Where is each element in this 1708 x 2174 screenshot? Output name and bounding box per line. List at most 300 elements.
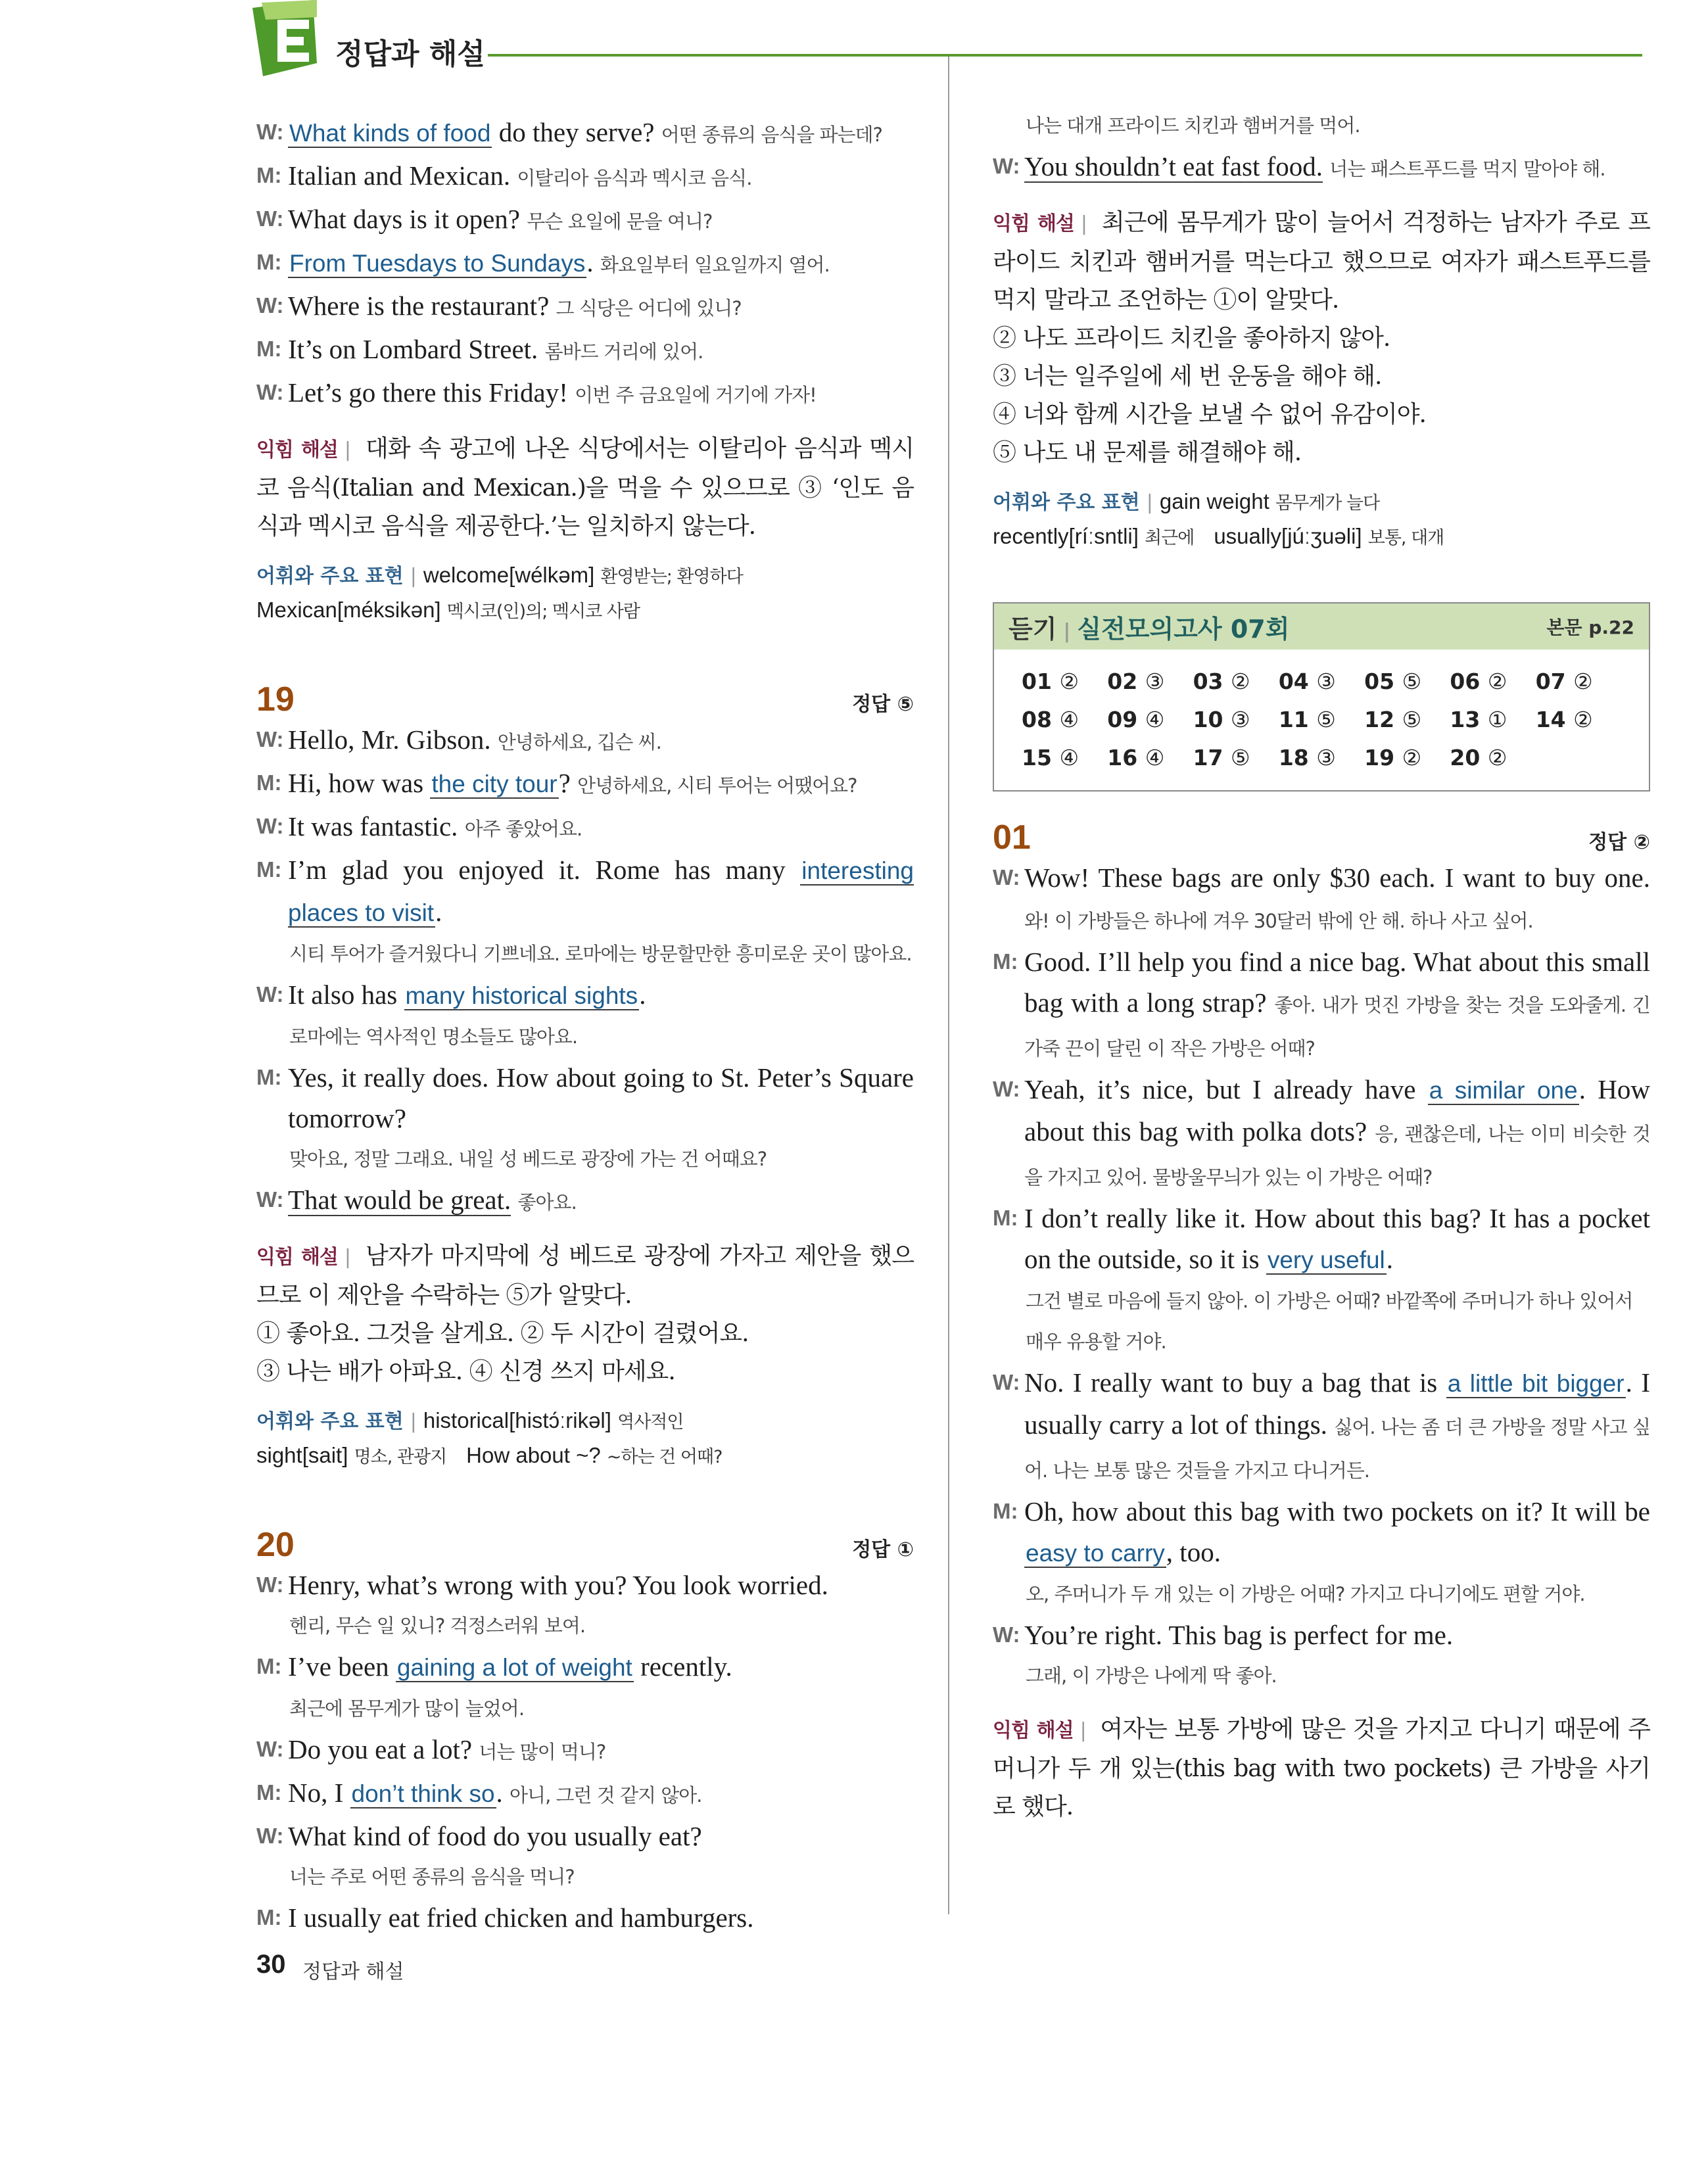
korean-translation: 무슨 요일에 문을 여니? xyxy=(527,210,713,233)
dialog-line xyxy=(256,1729,914,1772)
q18-explanation xyxy=(256,430,914,546)
speaker-label: W: xyxy=(993,865,1020,889)
dialog-text-segment xyxy=(1323,151,1329,181)
dialog-text-segment: . How about this bag with polka dots? xyxy=(1024,1074,1650,1146)
blank-answer: interesting places to visit xyxy=(288,857,914,926)
speaker-label: W: xyxy=(256,293,284,318)
explanation-text: 최근에 몸무게가 많이 늘어서 걱정하는 남자가 주로 프라이드 치킨과 햄버거를 먹는다고 했으므로 여자가 패스트푸드를 먹지 말라고 조언하는 ①이 알맞다. xyxy=(993,209,1650,314)
dialog-text xyxy=(288,974,914,1016)
korean-translation: 그 식당은 어디에 있니? xyxy=(556,297,742,319)
answer-key-number: 12 xyxy=(1364,707,1395,732)
dialog-text xyxy=(288,1179,914,1223)
question-number: 19 xyxy=(256,680,295,719)
vocabulary-line xyxy=(993,520,1650,555)
speaker-label: M: xyxy=(256,1780,282,1805)
dialog-text-segment: Oh, how about this bag with two pockets on it? It will be xyxy=(1024,1496,1650,1526)
speaker-label: W: xyxy=(993,1077,1020,1101)
korean-translation: 안녕하세요, 시티 투어는 어땠어요? xyxy=(577,774,857,797)
dialog-translation: 맞아요, 정말 그래요. 내일 성 베드로 광장에 가는 건 어때요? xyxy=(289,1148,767,1170)
dialog-line xyxy=(993,146,1650,189)
korean-translation: 아니, 그런 것 같지 않아. xyxy=(510,1784,702,1807)
dialog-text xyxy=(1024,857,1650,941)
answer-label: 정답 ① xyxy=(852,1538,914,1561)
korean-translation: 좋아요. xyxy=(517,1191,577,1214)
dialog-line xyxy=(256,1057,914,1139)
answer-key-choice: ⑤ xyxy=(1402,707,1422,732)
dialog-translation: 시티 투어가 즐거웠다니 기쁘네요. 로마에는 방문할만한 흥미로운 곳이 많아요. xyxy=(289,943,912,965)
speaker-label: W: xyxy=(256,1737,284,1761)
label-bar: | xyxy=(344,1246,351,1269)
dialog-text xyxy=(288,155,914,199)
dialog-line xyxy=(256,849,914,933)
dialog-text-segment: Do you eat a lot? xyxy=(288,1734,479,1764)
dialog-text-segment: It was fantastic. xyxy=(288,811,465,841)
dialog-text-segment: Italian and Mexican. xyxy=(288,160,517,191)
dialog-text-segment: Henry, what’s wrong with you? You look worried. xyxy=(288,1570,828,1600)
explanation-choice: ③ 나는 배가 아파요. ④ 신경 쓰지 마세요. xyxy=(256,1358,675,1385)
q20-dialog xyxy=(256,1565,914,1938)
answer-key-item xyxy=(1193,664,1279,699)
speaker-label: W: xyxy=(256,1187,284,1212)
answer-key-item xyxy=(1364,702,1450,738)
answer-key-choice: ⑤ xyxy=(1231,745,1250,770)
korean-translation: 너는 많이 먹니? xyxy=(479,1741,606,1763)
vocab-word: sight[sait] xyxy=(256,1443,348,1467)
right-column xyxy=(993,105,1650,1826)
answer-key-choice: ② xyxy=(1402,745,1422,770)
explanation-text: 여자는 보통 가방에 많은 것을 가지고 다니기 때문에 주머니가 두 개 있는(this bag with two pockets) 큰 가방을 사기로 했다. xyxy=(993,1716,1650,1820)
korean-translation: 롬바드 거리에 있어. xyxy=(544,341,703,363)
blank-answer: a similar one xyxy=(1429,1077,1578,1104)
label-bar: | xyxy=(344,438,351,461)
korean-translation: 응, 괜찮은데, 나는 이미 비슷한 것을 가지고 있어. 물방울무늬가 있는 이 가방은 어때? xyxy=(1024,1123,1650,1189)
dialog-line xyxy=(993,1362,1650,1491)
explanation-label: 익힘 해설 xyxy=(256,438,338,461)
underlined-answer: That would be great. xyxy=(288,1185,511,1215)
dialog-text-segment: , too. xyxy=(1166,1537,1221,1567)
dialog-text xyxy=(1024,146,1650,189)
dialog-text-segment: recently. xyxy=(633,1651,732,1682)
answer-key-item xyxy=(1107,664,1193,699)
answer-key-header xyxy=(994,603,1649,650)
dialog-text-segment: Let’s go there this Friday! xyxy=(288,377,575,408)
answer-key-number: 07 xyxy=(1535,669,1566,694)
answer-key-number: 15 xyxy=(1022,745,1052,770)
answer-key-choice: ③ xyxy=(1316,745,1336,770)
dialog-text-segment: It’s on Lombard Street. xyxy=(288,334,545,364)
dialog-text xyxy=(288,329,914,372)
dialog-text-segment: No, I xyxy=(288,1778,350,1808)
answer-key-item xyxy=(1279,740,1364,776)
answer-key-item xyxy=(1364,664,1450,699)
answer-key-item xyxy=(1364,740,1450,776)
question-number: 20 xyxy=(256,1526,295,1564)
column-divider xyxy=(948,57,949,1914)
dialog-text-segment: It also has xyxy=(288,980,404,1010)
dialog-text xyxy=(1024,941,1650,1069)
dialog-text xyxy=(288,806,914,849)
korean-translation: 와! 이 가방들은 하나에 겨우 30달러 밖에 안 해. 하나 사고 싶어. xyxy=(1024,910,1533,932)
explanation-label: 익힘 해설 xyxy=(256,1246,338,1269)
dialog-text-segment: What days is it open? xyxy=(288,204,527,234)
explanation-label: 익힘 해설 xyxy=(993,212,1074,235)
speaker-label: M: xyxy=(256,163,282,187)
speaker-label: M: xyxy=(993,949,1018,974)
speaker-label: W: xyxy=(256,120,284,144)
dialog-text-segment: . xyxy=(586,247,600,277)
vocab-meaning: 멕시코(인)의; 멕시코 사람 xyxy=(446,602,640,622)
dialog-translation: 최근에 몸무게가 많이 늘었어. xyxy=(289,1697,525,1720)
vocab-meaning: 명소, 관광지 xyxy=(354,1447,447,1467)
label-bar: | xyxy=(1079,1719,1086,1742)
answer-key-number: 17 xyxy=(1193,745,1223,770)
answer-key-choice: ② xyxy=(1059,669,1079,694)
blank-answer: From Tuesdays to Sundays xyxy=(289,250,586,277)
dialog-text-segment: . xyxy=(435,897,442,927)
dialog-text-segment: What kind of food do you usually eat? xyxy=(288,1821,702,1851)
dialog-text xyxy=(288,372,914,415)
dialog-text xyxy=(288,1565,914,1605)
dialog-line xyxy=(256,329,914,372)
dialog-text-segment: Yeah, it’s nice, but I already have xyxy=(1024,1074,1428,1104)
dialog-line xyxy=(993,941,1650,1069)
dialog-translation: 그래, 이 가방은 나에게 딱 좋아. xyxy=(1026,1665,1277,1687)
answer-key-prefix: 듣기 xyxy=(1008,614,1057,644)
dialog-text-segment: Hello, Mr. Gibson. xyxy=(288,724,498,755)
korean-translation: 화요일부터 일요일까지 열어. xyxy=(600,254,830,276)
vocabulary-line xyxy=(993,485,1650,520)
dialog-text-segment: do they serve? xyxy=(492,117,661,147)
speaker-label: W: xyxy=(993,1370,1020,1394)
dialog-line xyxy=(256,1565,914,1605)
blank-answer: What kinds of food xyxy=(289,120,491,147)
answer-key-number: 06 xyxy=(1450,669,1481,694)
dialog-text-segment xyxy=(511,1185,517,1215)
dialog-text xyxy=(288,1897,914,1938)
dialog-text xyxy=(288,719,914,763)
dialog-translation: 헨리, 무슨 일 있니? 걱정스러워 보여. xyxy=(289,1615,586,1637)
korean-translation: 이탈리아 음식과 멕시코 음식. xyxy=(517,167,752,189)
answer-key-item xyxy=(1536,702,1621,738)
dialog-line xyxy=(256,242,914,285)
explanation-text: 대화 속 광고에 나온 식당에서는 이탈리아 음식과 멕시코 음식(Italian and Mexican.)을 먹을 수 있으므로 ③ ‘인도 음식과 멕시코 음식을 제공한다.’는 일치하지 않는다. xyxy=(256,435,914,540)
page-number: 30 xyxy=(256,1950,286,1979)
speaker-label: M: xyxy=(256,1905,282,1929)
answer-key-item xyxy=(1279,702,1364,738)
answer-key-choice: ④ xyxy=(1059,745,1079,770)
answer-key-number: 05 xyxy=(1364,669,1395,694)
dialog-text xyxy=(288,1772,914,1816)
dialog-text-segment: I’m glad you enjoyed it. Rome has many xyxy=(288,855,801,885)
answer-label: 정답 ⑤ xyxy=(852,693,914,716)
dialog-text xyxy=(1024,1491,1650,1574)
answer-key-item xyxy=(1279,664,1364,699)
vocabulary-label: 어휘와 주요 표현 xyxy=(256,1410,404,1433)
answer-key-item xyxy=(1536,664,1621,699)
answer-key-number: 18 xyxy=(1278,745,1309,770)
vocab-meaning: ~하는 건 어때? xyxy=(606,1447,723,1467)
q20-explanation xyxy=(993,204,1650,472)
dialog-text xyxy=(288,1057,914,1139)
answer-key-number: 01 xyxy=(1022,669,1052,694)
dialog-text xyxy=(288,199,914,242)
speaker-label: W: xyxy=(993,154,1020,178)
vocabulary-line xyxy=(256,559,914,594)
vocabulary-label: 어휘와 주요 표현 xyxy=(256,565,404,588)
question-number: 01 xyxy=(993,818,1031,857)
dialog-line xyxy=(993,857,1650,941)
explanation-text: 남자가 마지막에 성 베드로 광장에 가자고 제안을 했으므로 이 제안을 수락하는 ⑤가 알맞다. xyxy=(256,1242,914,1309)
answer-key-item xyxy=(1450,702,1535,738)
dialog-text xyxy=(1024,1069,1650,1198)
speaker-label: M: xyxy=(256,1654,282,1678)
answer-key-number: 08 xyxy=(1022,707,1052,732)
dialog-text-segment: I don’t really like it. How about this bag? It has a pocket on the outside, so it is xyxy=(1024,1203,1650,1274)
answer-key-choice: ③ xyxy=(1231,707,1250,732)
dialog-text-segment: . xyxy=(1386,1244,1394,1274)
vocabulary-line xyxy=(256,594,914,628)
answer-key-item xyxy=(1450,664,1535,699)
header-title: 정답과 해설 xyxy=(335,37,485,71)
dialog-text-segment: Wow! These bags are only $30 each. I want to buy one. xyxy=(1024,863,1650,893)
answer-key-number: 04 xyxy=(1278,669,1309,694)
korean-translation: 좋아. 내가 멋진 가방을 찾는 것을 도와줄게. 긴 가죽 끈이 달린 이 작은 가방은 어때? xyxy=(1024,994,1651,1060)
dialog-text xyxy=(288,1816,914,1856)
answer-key-number: 20 xyxy=(1450,745,1481,770)
vocab-meaning: 환영받는; 환영하다 xyxy=(600,567,743,587)
dialog-text-segment: Hi, how was xyxy=(288,768,431,798)
answer-key-choice: ⑤ xyxy=(1316,707,1336,732)
explanation-choice: ① 좋아요. 그것을 살게요. ② 두 시간이 걸렸어요. xyxy=(256,1320,749,1347)
explanation-choice: ② 나도 프라이드 치킨을 좋아하지 않아. xyxy=(993,325,1390,352)
korean-translation: 이번 주 금요일에 거기에 가자! xyxy=(575,384,817,406)
speaker-label: M: xyxy=(993,1206,1018,1230)
answer-key-item xyxy=(1193,740,1279,776)
answer-key-item xyxy=(1450,740,1535,776)
dialog-text-segment: . xyxy=(496,1778,510,1808)
speaker-label: M: xyxy=(993,1499,1018,1523)
vocabulary-label: 어휘와 주요 표현 xyxy=(993,491,1140,514)
speaker-label: M: xyxy=(256,250,282,274)
label-bar: | xyxy=(1146,491,1153,514)
page-header xyxy=(0,0,1708,85)
vocab-word: gain weight xyxy=(1159,489,1269,513)
dialog-text xyxy=(288,285,914,329)
answer-key-item xyxy=(1193,702,1279,738)
answer-key-number: 13 xyxy=(1450,707,1481,732)
dialog-line xyxy=(993,1491,1650,1574)
q20-heading xyxy=(256,1525,914,1565)
speaker-label: W: xyxy=(256,1824,284,1848)
chapter-logo-icon xyxy=(249,0,326,78)
dialog-line xyxy=(256,806,914,849)
blank-answer: a little bit bigger xyxy=(1447,1370,1625,1397)
speaker-label: W: xyxy=(256,982,284,1006)
dialog-translation: 너는 주로 어떤 종류의 음식을 먹니? xyxy=(289,1866,575,1888)
korean-translation: 아주 좋았어요. xyxy=(464,818,582,840)
answer-key-number: 02 xyxy=(1107,669,1138,694)
answer-key-choice: ⑤ xyxy=(1402,669,1422,694)
dialog-text xyxy=(288,763,914,806)
answer-key-number: 11 xyxy=(1278,707,1309,732)
answer-key-number: 19 xyxy=(1364,745,1395,770)
dialog-text xyxy=(288,1729,914,1772)
dialog-text-segment: Good. I’ll help you find a nice bag. What about this small bag with a long strap? xyxy=(1024,947,1650,1018)
dialog-text-segment: I’ve been xyxy=(288,1651,396,1682)
speaker-label: M: xyxy=(256,857,282,882)
dialog-line xyxy=(256,1772,914,1816)
vocab-meaning: 보통, 대개 xyxy=(1367,528,1444,548)
dialog-line xyxy=(256,1646,914,1688)
dialog-line xyxy=(993,1615,1650,1655)
answer-key-number: 09 xyxy=(1107,707,1138,732)
explanation-choice: ③ 너는 일주일에 세 번 운동을 해야 해. xyxy=(993,363,1382,390)
vocab-word: Mexican[méksikən] xyxy=(256,598,441,622)
answer-key-choice: ② xyxy=(1487,745,1507,770)
vocab-word: recently[ríːsntli] xyxy=(993,524,1139,548)
dialog-line xyxy=(256,1816,914,1856)
label-bar: | xyxy=(410,565,417,588)
speaker-label: W: xyxy=(256,814,284,838)
speaker-label: W: xyxy=(256,206,284,231)
answer-key-choice: ③ xyxy=(1316,669,1336,694)
answer-key-box xyxy=(993,602,1650,792)
answer-key-title-text: 실전모의고사 07회 xyxy=(1077,614,1290,644)
dialog-line xyxy=(256,719,914,763)
blank-answer: don’t think so xyxy=(351,1780,495,1807)
speaker-label: M: xyxy=(256,770,282,795)
speaker-label: W: xyxy=(256,1572,284,1597)
answer-key-item xyxy=(1107,702,1193,738)
vocab-meaning: 몸무게가 늘다 xyxy=(1275,493,1380,513)
q19-dialog xyxy=(256,719,914,1223)
dialog-text xyxy=(1024,1362,1650,1491)
dialog-text xyxy=(288,849,914,933)
dialog-text-segment: Where is the restaurant? xyxy=(288,291,556,321)
dialog-text xyxy=(288,112,914,155)
label-bar: | xyxy=(1080,212,1087,235)
dialog-text-segment: No. I really want to buy a bag that is xyxy=(1024,1367,1446,1398)
q01-explanation xyxy=(993,1711,1650,1826)
q19-explanation xyxy=(256,1237,914,1391)
footer-label: 정답과 해설 xyxy=(302,1960,404,1983)
korean-translation: 싫어. 나는 좀 더 큰 가방을 정말 사고 싶어. 나는 보통 많은 것들을 가지고 다니거든. xyxy=(1024,1416,1650,1482)
dialog-line xyxy=(256,1179,914,1223)
vocab-word: welcome[wélkəm] xyxy=(423,563,595,587)
header-rule xyxy=(488,54,1642,57)
q18-dialog-continued xyxy=(256,112,914,415)
blank-answer: very useful xyxy=(1267,1246,1385,1273)
vocab-word: How about ~? xyxy=(466,1443,601,1467)
q01-dialog xyxy=(993,857,1650,1696)
dialog-translation: 로마에는 역사적인 명소들도 많아요. xyxy=(289,1026,578,1048)
q20-vocabulary xyxy=(993,485,1650,555)
vocabulary-line xyxy=(256,1404,914,1439)
label-bar: | xyxy=(410,1410,417,1433)
blank-answer: the city tour xyxy=(431,770,557,797)
q01-heading xyxy=(993,818,1650,857)
answer-key-grid xyxy=(994,650,1649,790)
dialog-text xyxy=(288,1646,914,1688)
answer-key-title xyxy=(1008,609,1289,645)
vocab-word: usually[júːʒuəli] xyxy=(1214,524,1362,548)
dialog-line xyxy=(256,372,914,415)
dialog-line xyxy=(993,1069,1650,1198)
dialog-text-segment: . I usually carry a lot of things. xyxy=(1024,1367,1650,1440)
speaker-label: M: xyxy=(256,1065,282,1089)
q19-heading xyxy=(256,680,914,719)
dialog-line xyxy=(256,1897,914,1938)
answer-key-number: 10 xyxy=(1193,707,1223,732)
dialog-line xyxy=(256,155,914,199)
answer-key-number: 03 xyxy=(1193,669,1223,694)
left-column xyxy=(256,112,914,1938)
answer-key-choice: ④ xyxy=(1145,745,1165,770)
dialog-translation: 그건 별로 마음에 들지 않아. 이 가방은 어때? 바깥쪽에 주머니가 하나 있어서 매우 유용할 거야. xyxy=(1026,1290,1633,1353)
dialog-line xyxy=(993,1198,1650,1281)
q19-vocabulary xyxy=(256,1404,914,1474)
dialog-text xyxy=(288,242,914,285)
blank-answer: gaining a lot of weight xyxy=(396,1654,632,1681)
speaker-label: W: xyxy=(993,1622,1020,1647)
explanation-label: 익힘 해설 xyxy=(993,1719,1074,1742)
q18-vocabulary xyxy=(256,559,914,628)
answer-key-item xyxy=(1107,740,1193,776)
dialog-translation: 나는 대개 프라이드 치킨과 햄버거를 먹어. xyxy=(1026,114,1360,137)
answer-key-number: 14 xyxy=(1535,707,1566,732)
answer-key-choice: ② xyxy=(1573,669,1593,694)
explanation-choice: ④ 너와 함께 시간을 보낼 수 없어 유감이야. xyxy=(993,401,1426,428)
blank-answer: many historical sights xyxy=(405,982,638,1009)
answer-key-number: 16 xyxy=(1107,745,1138,770)
answer-key-page-ref: 본문 p.22 xyxy=(1546,617,1634,638)
dialog-text-segment: . xyxy=(639,980,646,1010)
answer-key-choice: ③ xyxy=(1145,669,1165,694)
answer-key-item xyxy=(1022,740,1107,776)
answer-key-choice: ④ xyxy=(1059,707,1079,732)
vocab-meaning: 역사적인 xyxy=(617,1412,684,1432)
answer-key-choice: ④ xyxy=(1145,707,1165,732)
korean-translation: 안녕하세요, 깁슨 씨. xyxy=(497,731,661,753)
dialog-line xyxy=(256,974,914,1016)
dialog-line xyxy=(256,199,914,242)
answer-key-choice: ① xyxy=(1487,707,1507,732)
dialog-translation: 오, 주머니가 두 개 있는 이 가방은 어때? 가지고 다니기에도 편할 거야. xyxy=(1026,1583,1585,1605)
dialog-text-segment: I usually eat fried chicken and hamburgers. xyxy=(288,1902,754,1933)
vocabulary-line xyxy=(256,1439,914,1474)
explanation-choice: ⑤ 나도 내 문제를 해결해야 해. xyxy=(993,439,1302,466)
dialog-line xyxy=(256,112,914,155)
speaker-label: M: xyxy=(256,337,282,361)
answer-key-choice: ② xyxy=(1231,669,1250,694)
answer-key-choice: ② xyxy=(1487,669,1507,694)
q20-dialog-continued xyxy=(993,146,1650,189)
answer-key-choice: ② xyxy=(1573,707,1593,732)
underlined-answer: You shouldn’t eat fast food. xyxy=(1024,151,1323,181)
dialog-text-segment: ? xyxy=(558,768,578,798)
korean-translation: 어떤 종류의 음식을 파는데? xyxy=(661,124,882,146)
dialog-text-segment: Yes, it really does. How about going to St. Peter’s Square tomorrow? xyxy=(288,1062,914,1133)
dialog-text xyxy=(1024,1615,1650,1655)
speaker-label: W: xyxy=(256,727,284,751)
korean-translation: 너는 패스트푸드를 먹지 말아야 해. xyxy=(1329,158,1605,180)
dialog-line xyxy=(256,763,914,806)
answer-key-item xyxy=(1022,664,1107,699)
answer-label: 정답 ② xyxy=(1588,831,1650,854)
vocab-meaning: 최근에 xyxy=(1145,528,1195,548)
dialog-text xyxy=(1024,1198,1650,1281)
speaker-label: W: xyxy=(256,380,284,404)
